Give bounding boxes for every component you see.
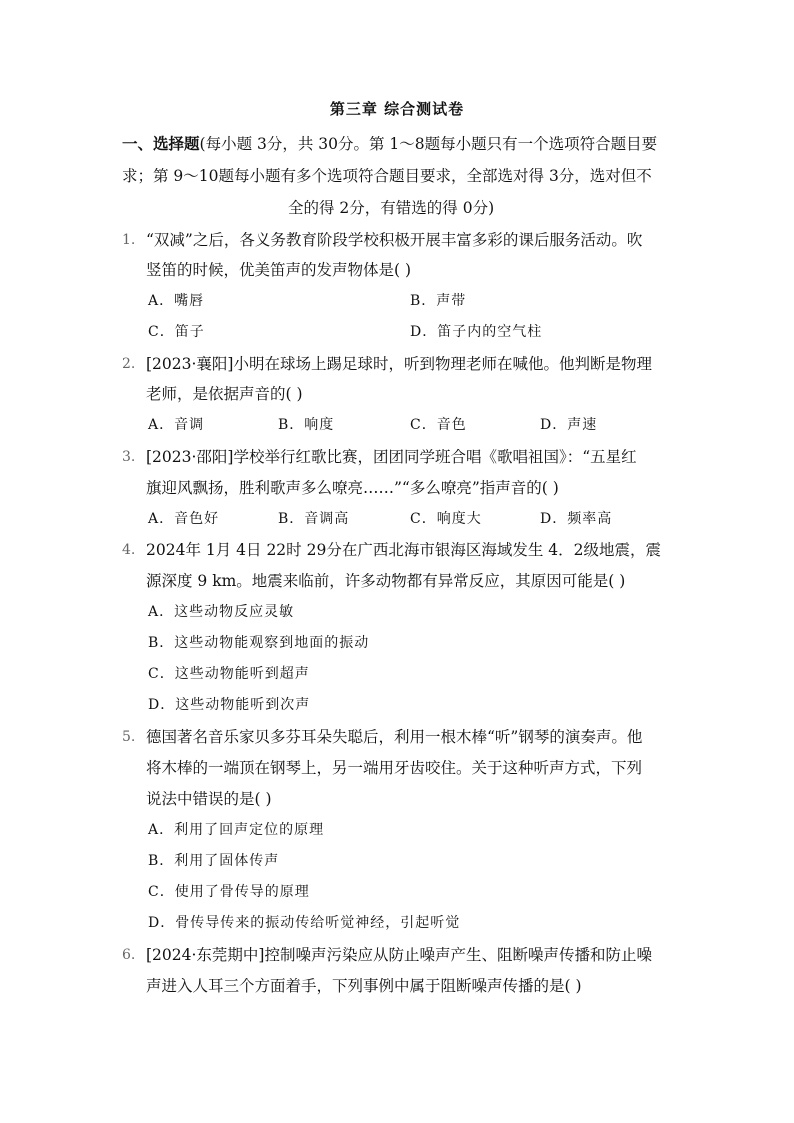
question-text: [2023·襄阳]小明在球场上踢足球时，听到物理老师在喊他。他判断是物理 xyxy=(146,355,652,373)
option-c: C．使用了骨传导的原理 xyxy=(148,884,310,900)
question-text: 竖笛的时候，优美笛声的发声物体是( ) xyxy=(146,261,412,279)
option-c: C．响度大 xyxy=(410,511,482,527)
option-b: B．音调高 xyxy=(278,511,350,527)
question-number: 4. xyxy=(122,542,136,558)
question-text: [2024·东莞期中]控制噪声污染应从防止噪声产生、阻断噪声传播和防止噪 xyxy=(146,946,652,964)
question-number: 1. xyxy=(122,232,136,248)
option-a: A．音色好 xyxy=(148,511,220,527)
option-d: D．骨传导传来的振动传给听觉神经，引起听觉 xyxy=(148,915,461,931)
question-text: 旗迎风飘扬，胜利歌声多么嘹亮……”“多么嘹亮”指声音的( ) xyxy=(146,479,559,497)
question-text: 德国著名音乐家贝多芬耳朵失聪后，利用一根木棒“听”钢琴的演奏声。他 xyxy=(146,728,643,746)
option-d: D．笛子内的空气柱 xyxy=(410,324,543,340)
question-text: [2023·邵阳]学校举行红歌比赛，团团同学班合唱《歌唱祖国》：“五星红 xyxy=(146,448,637,466)
option-d: D．这些动物能听到次声 xyxy=(148,697,311,713)
option-a: A．嘴唇 xyxy=(148,293,205,309)
option-b: B．声带 xyxy=(410,293,467,309)
section-instructions-line-1 xyxy=(122,133,657,155)
option-b: B．利用了固体传声 xyxy=(148,853,280,869)
question-number: 3. xyxy=(122,449,136,465)
option-b: B．这些动物能观察到地面的振动 xyxy=(148,635,370,651)
option-c: C．音色 xyxy=(410,417,467,433)
page-title: 第三章 综合测试卷 xyxy=(329,100,465,118)
section-instructions-line-3: 全的得 2分，有错选的得 0分) xyxy=(288,199,495,217)
question-number: 5. xyxy=(122,729,136,745)
option-b: B．响度 xyxy=(278,417,335,433)
section-text-1: (每小题 3分，共 30分。第 1～8题每小题只有一个选项符合题目要 xyxy=(199,135,658,153)
question-text: 将木棒的一端顶在钢琴上，另一端用牙齿咬住。关于这种听声方式，下列 xyxy=(146,759,643,777)
section-instructions-line-2: 求；第 9～10题每小题有多个选项符合题目要求，全部选对得 3分，选对但不 xyxy=(122,167,652,185)
question-text: “双减”之后，各义务教育阶段学校积极开展丰富多彩的课后服务活动。吹 xyxy=(146,231,643,249)
question-text: 声进入人耳三个方面着手，下列事例中属于阻断噪声传播的是( ) xyxy=(146,977,582,995)
option-d: D．频率高 xyxy=(540,511,613,527)
option-a: A．音调 xyxy=(148,417,205,433)
question-text: 老师，是依据声音的( ) xyxy=(146,385,303,403)
option-c: C．这些动物能听到超声 xyxy=(148,666,310,682)
option-a: A．利用了回声定位的原理 xyxy=(148,822,325,838)
question-text: 源深度 9 km。地震来临前，许多动物都有异常反应，其原因可能是( ) xyxy=(146,572,626,590)
option-c: C．笛子 xyxy=(148,324,205,340)
option-a: A．这些动物反应灵敏 xyxy=(148,604,295,620)
question-text: 2024年 1月 4日 22时 29分在广西北海市银海区海域发生 4．2级地震，震 xyxy=(146,541,661,559)
question-text: 说法中错误的是( ) xyxy=(146,790,272,808)
option-d: D．声速 xyxy=(540,417,598,433)
section-heading: 一、选择题 xyxy=(122,134,200,153)
question-number: 6. xyxy=(122,947,136,963)
question-number: 2. xyxy=(122,356,136,372)
